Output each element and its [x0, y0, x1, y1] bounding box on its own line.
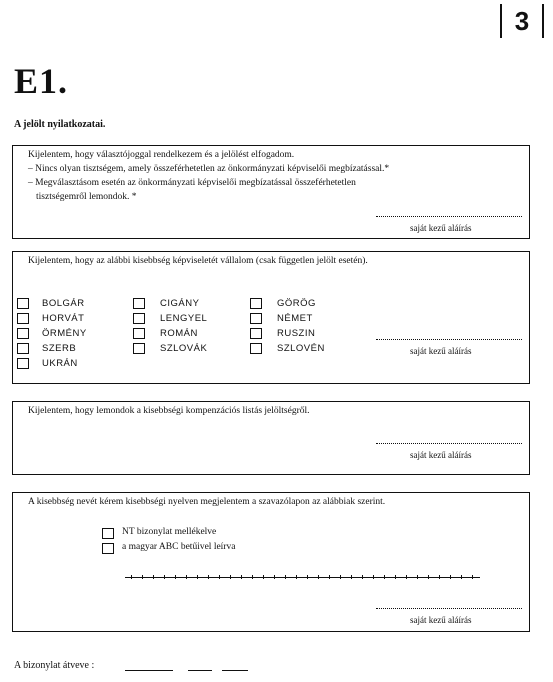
checkbox-szloven[interactable]	[250, 343, 262, 354]
name-language-text: A kisebbség nevét kérem kisebbségi nyelven megjelentem a szavazólapon az alábbiak szerint.	[28, 497, 386, 507]
received-by-blank-3[interactable]	[222, 660, 248, 671]
lang-ukran: UKRÁN	[42, 358, 78, 369]
name-writing-line[interactable]	[125, 577, 480, 578]
eligibility-signature-line[interactable]	[376, 216, 522, 217]
waiver-signature-label: saját kezű aláírás	[410, 450, 472, 460]
waiver-signature-line[interactable]	[376, 443, 522, 444]
eligibility-signature-label: saját kezű aláírás	[410, 223, 472, 233]
checkbox-ukran[interactable]	[17, 358, 29, 369]
checkbox-hungarian-abc[interactable]	[102, 543, 114, 554]
checkbox-ormeny[interactable]	[17, 328, 29, 339]
minority-intro: Kijelentem, hogy az alábbi kisebbség képviseletét vállalom (csak független jelölt esetén).	[28, 256, 368, 266]
name-language-section	[12, 492, 530, 632]
checkbox-nt-certificate[interactable]	[102, 528, 114, 539]
lang-cigany: CIGÁNY	[160, 298, 200, 309]
form-code: E1.	[14, 61, 69, 101]
checkbox-cigany[interactable]	[133, 298, 145, 309]
received-by-label: A bizonylat átvevе :	[14, 660, 95, 671]
lang-bolgar: BOLGÁR	[42, 298, 85, 309]
checkbox-gorog[interactable]	[250, 298, 262, 309]
checkbox-nemet[interactable]	[250, 313, 262, 324]
lang-horvat: HORVÁT	[42, 313, 85, 324]
option-hungarian-abc: a magyar ABC betűivel leírva	[122, 542, 236, 552]
lang-roman: ROMÁN	[160, 328, 198, 339]
eligibility-line-4: tisztségemről lemondok. *	[36, 192, 137, 202]
received-by-blank-1[interactable]	[125, 660, 173, 671]
checkbox-ruszin[interactable]	[250, 328, 262, 339]
name-language-signature-line[interactable]	[376, 608, 522, 609]
received-by-blank-2[interactable]	[188, 660, 212, 671]
option-nt-certificate: NT bizonylat mellékelve	[122, 527, 217, 537]
eligibility-line-1: Kijelentem, hogy választójoggal rendelkezem és a jelölést elfogadom.	[28, 150, 295, 160]
lang-szlovak: SZLOVÁK	[160, 343, 208, 354]
lang-ruszin: RUSZIN	[277, 328, 316, 339]
lang-lengyel: LENGYEL	[160, 313, 208, 324]
page-number: 3	[500, 4, 544, 38]
lang-szloven: SZLOVÉN	[277, 343, 325, 354]
minority-section	[12, 251, 530, 384]
checkbox-roman[interactable]	[133, 328, 145, 339]
name-language-signature-label: saját kezű aláírás	[410, 615, 472, 625]
minority-signature-line[interactable]	[376, 339, 522, 340]
eligibility-line-2: – Nincs olyan tisztségem, amely összeférhetetlen az önkormányzati képviselői megbízatással.*	[28, 164, 390, 174]
minority-signature-label: saját kezű aláírás	[410, 346, 472, 356]
checkbox-lengyel[interactable]	[133, 313, 145, 324]
lang-szerb: SZERB	[42, 343, 77, 354]
lang-nemet: NÉMET	[277, 313, 313, 324]
lang-ormeny: ÖRMÉNY	[42, 328, 87, 339]
declarations-heading: A jelölt nyilatkozatai.	[14, 119, 106, 130]
eligibility-line-3: – Megválasztásom esetén az önkormányzati képviselői megbízatással összeférhetetlen	[28, 178, 356, 188]
waiver-text: Kijelentem, hogy lemondok a kisebbségi kompenzációs listás jelöltségről.	[28, 406, 310, 416]
checkbox-bolgar[interactable]	[17, 298, 29, 309]
lang-gorog: GÖRÖG	[277, 298, 316, 309]
checkbox-horvat[interactable]	[17, 313, 29, 324]
checkbox-szerb[interactable]	[17, 343, 29, 354]
checkbox-szlovak[interactable]	[133, 343, 145, 354]
